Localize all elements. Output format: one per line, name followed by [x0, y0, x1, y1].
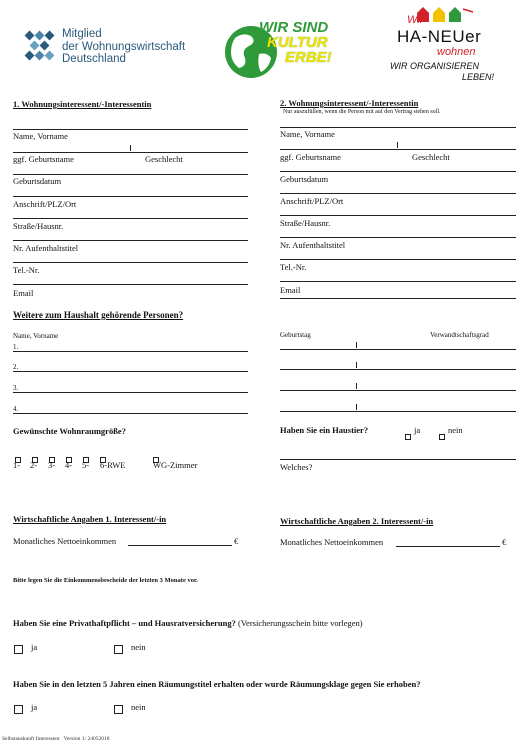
- applicant1-birthname-label: ggf. Geburtsname: [13, 154, 74, 164]
- size-option-4: 4-: [65, 460, 73, 470]
- applicant2-phone-label: Tel.-Nr.: [280, 262, 307, 272]
- household-row-4-name-field[interactable]: [13, 413, 248, 414]
- economic1-title: Wirtschaftliche Angaben 1. Interessent/-in: [13, 514, 167, 524]
- applicant1-birthname-field[interactable]: [13, 174, 248, 175]
- applicant2-birthname-label: ggf. Geburtsname: [280, 152, 341, 162]
- economic2-income-field[interactable]: [396, 546, 500, 547]
- applicant2-name-field[interactable]: [280, 149, 516, 150]
- applicant1-name-field[interactable]: [13, 152, 248, 153]
- applicant1-phone-field[interactable]: [13, 284, 248, 285]
- household-row-1-name-field[interactable]: [13, 351, 248, 352]
- eviction-yes-label: ja: [31, 702, 38, 712]
- applicant1-street-field[interactable]: [13, 240, 248, 241]
- household-row-3-detail-field[interactable]: [280, 390, 516, 391]
- logo3-line2: HA-NEUer: [397, 27, 482, 46]
- household-row-1-detail-field[interactable]: [280, 349, 516, 350]
- ha-neuer-logo: [387, 6, 502, 86]
- household-row-4-detail-field[interactable]: [280, 411, 516, 412]
- size-title: Gewünschte Wohnraumgröße?: [13, 426, 126, 436]
- footer-version: Selbstauskunft Interessent Version 1/ 24052018: [2, 736, 110, 742]
- logo1-line2: der Wohnungswirtschaft: [62, 40, 186, 53]
- applicant2-title: 2. Wohnungsinteressent/-Interessentin: [280, 98, 419, 108]
- pet-no-checkbox[interactable]: [439, 427, 445, 445]
- size-option-1: 1-: [13, 460, 21, 470]
- insurance-no-label: nein: [131, 642, 146, 652]
- insurance-question-row: [13, 618, 363, 628]
- household-row-1-label: 1.: [13, 343, 19, 351]
- applicant1-gender-label: Geschlecht: [145, 154, 183, 164]
- household-row-2-label: 2.: [13, 363, 19, 371]
- applicant2-gender-label: Geschlecht: [412, 152, 450, 162]
- logo3-line5: LEBEN!: [462, 72, 495, 82]
- eviction-question: Haben Sie in den letzten 5 Jahren einen Räumungstitel erhalten oder wurde Räumungsklage gegen Sie erhoben?: [13, 679, 421, 689]
- applicant2-birthname-field[interactable]: [280, 171, 516, 172]
- economic2-title: Wirtschaftliche Angaben 2. Interessent/-in: [280, 516, 434, 526]
- logo3-line3: wohnen: [437, 46, 476, 58]
- diamond-pattern-icon: [22, 28, 56, 68]
- insurance-hint: (Versicherungsschein bitte vorlegen): [238, 618, 363, 628]
- wohnungswirtschaft-logo: [22, 28, 192, 70]
- insurance-no-checkbox[interactable]: [114, 640, 123, 658]
- household-row-2-name-field[interactable]: [13, 371, 248, 372]
- pet-yes-label: ja: [414, 425, 421, 435]
- insurance-question: Haben Sie eine Privathaftpflicht – und Hausratversicherung?: [13, 618, 236, 628]
- applicant1-birthdate-field[interactable]: [13, 196, 248, 197]
- household-row-3-label: 3.: [13, 384, 19, 392]
- pet-question: Haben Sie ein Haustier?: [280, 425, 369, 435]
- applicant2-name-label: Name, Vorname: [280, 129, 335, 139]
- applicant2-email-label: Email: [280, 285, 301, 295]
- eviction-no-checkbox[interactable]: [114, 700, 123, 718]
- applicant1-street-label: Straße/Hausnr.: [13, 221, 64, 231]
- applicant1-address-field[interactable]: [13, 218, 248, 219]
- applicant2-note: Nur auszufüllen, wenn die Person mit auf den Vertrag stehen soll.: [283, 109, 441, 115]
- pet-yes-checkbox[interactable]: [405, 427, 411, 445]
- applicant2-address-label: Anschrift/PLZ/Ort: [280, 196, 344, 206]
- size-option-3: 3-: [48, 460, 56, 470]
- income-note: Bitte legen Sie die Einkommensbescheide der letzten 3 Monate vor.: [13, 577, 198, 584]
- applicant1-title: 1. Wohnungsinteressent/-Interessentin: [13, 99, 152, 109]
- applicant1-address-label: Anschrift/PLZ/Ort: [13, 199, 77, 209]
- size-option-5: 5-: [82, 460, 90, 470]
- applicant2-street-label: Straße/Hausnr.: [280, 218, 331, 228]
- household-row-3-name-field[interactable]: [13, 392, 248, 393]
- insurance-yes-checkbox[interactable]: [14, 640, 23, 658]
- applicant2-birthdate-field[interactable]: [280, 193, 516, 194]
- economic1-income-label: Monatliches Nettoeinkommen: [13, 536, 117, 546]
- applicant1-email-label: Email: [13, 288, 34, 298]
- applicant2-address-field[interactable]: [280, 215, 516, 216]
- household-col-name: Name, Vorname: [13, 332, 59, 340]
- applicant2-phone-field[interactable]: [280, 281, 516, 282]
- logo1-line1: Mitglied: [62, 28, 102, 40]
- logo3-line1: Wir: [407, 14, 424, 26]
- size-option-wg: WG-Zimmer: [153, 460, 198, 470]
- household-row-4-label: 4.: [13, 405, 19, 413]
- logo3-line4: WIR ORGANISIEREN: [390, 61, 480, 71]
- applicant2-residence-field[interactable]: [280, 259, 516, 260]
- houses-icon: [415, 6, 475, 22]
- pet-which-field[interactable]: [280, 459, 516, 460]
- logo2-line2: KULTUR: [267, 34, 328, 51]
- pet-which-label: Welches?: [280, 462, 313, 472]
- economic2-currency: €: [502, 537, 507, 547]
- logo2-line3: ERBE!: [285, 49, 332, 66]
- insurance-yes-label: ja: [31, 642, 38, 652]
- household-col-birthday: Geburtstag: [280, 331, 311, 339]
- household-title: Weitere zum Haushalt gehörende Personen?: [13, 310, 184, 320]
- applicant1-birthdate-label: Geburtsdatum: [13, 176, 62, 186]
- kulturerbe-logo: [223, 20, 349, 80]
- size-option-6: 6-RWE: [100, 460, 126, 470]
- logo2-line1: WIR SIND: [259, 19, 329, 36]
- economic1-income-field[interactable]: [128, 545, 232, 546]
- household-row-2-detail-field[interactable]: [280, 369, 516, 370]
- applicant1-phone-label: Tel.-Nr.: [13, 265, 40, 275]
- applicant2-street-field[interactable]: [280, 237, 516, 238]
- logo1-line3: Deutschland: [62, 53, 126, 65]
- applicant1-name-label: Name, Vorname: [13, 131, 68, 141]
- economic2-income-label: Monatliches Nettoeinkommen: [280, 537, 384, 547]
- size-option-2: 2-: [30, 460, 38, 470]
- applicant2-birthdate-label: Geburtsdatum: [280, 174, 329, 184]
- applicant2-residence-label: Nr. Aufenthaltstitel: [280, 240, 346, 250]
- pet-no-label: nein: [448, 425, 463, 435]
- household-col-relation: Verwandtschaftsgrad: [430, 331, 489, 339]
- economic1-currency: €: [234, 536, 239, 546]
- eviction-no-label: nein: [131, 702, 146, 712]
- applicant1-residence-field[interactable]: [13, 262, 248, 263]
- applicant1-residence-label: Nr. Aufenthaltstitel: [13, 243, 79, 253]
- eviction-yes-checkbox[interactable]: [14, 700, 23, 718]
